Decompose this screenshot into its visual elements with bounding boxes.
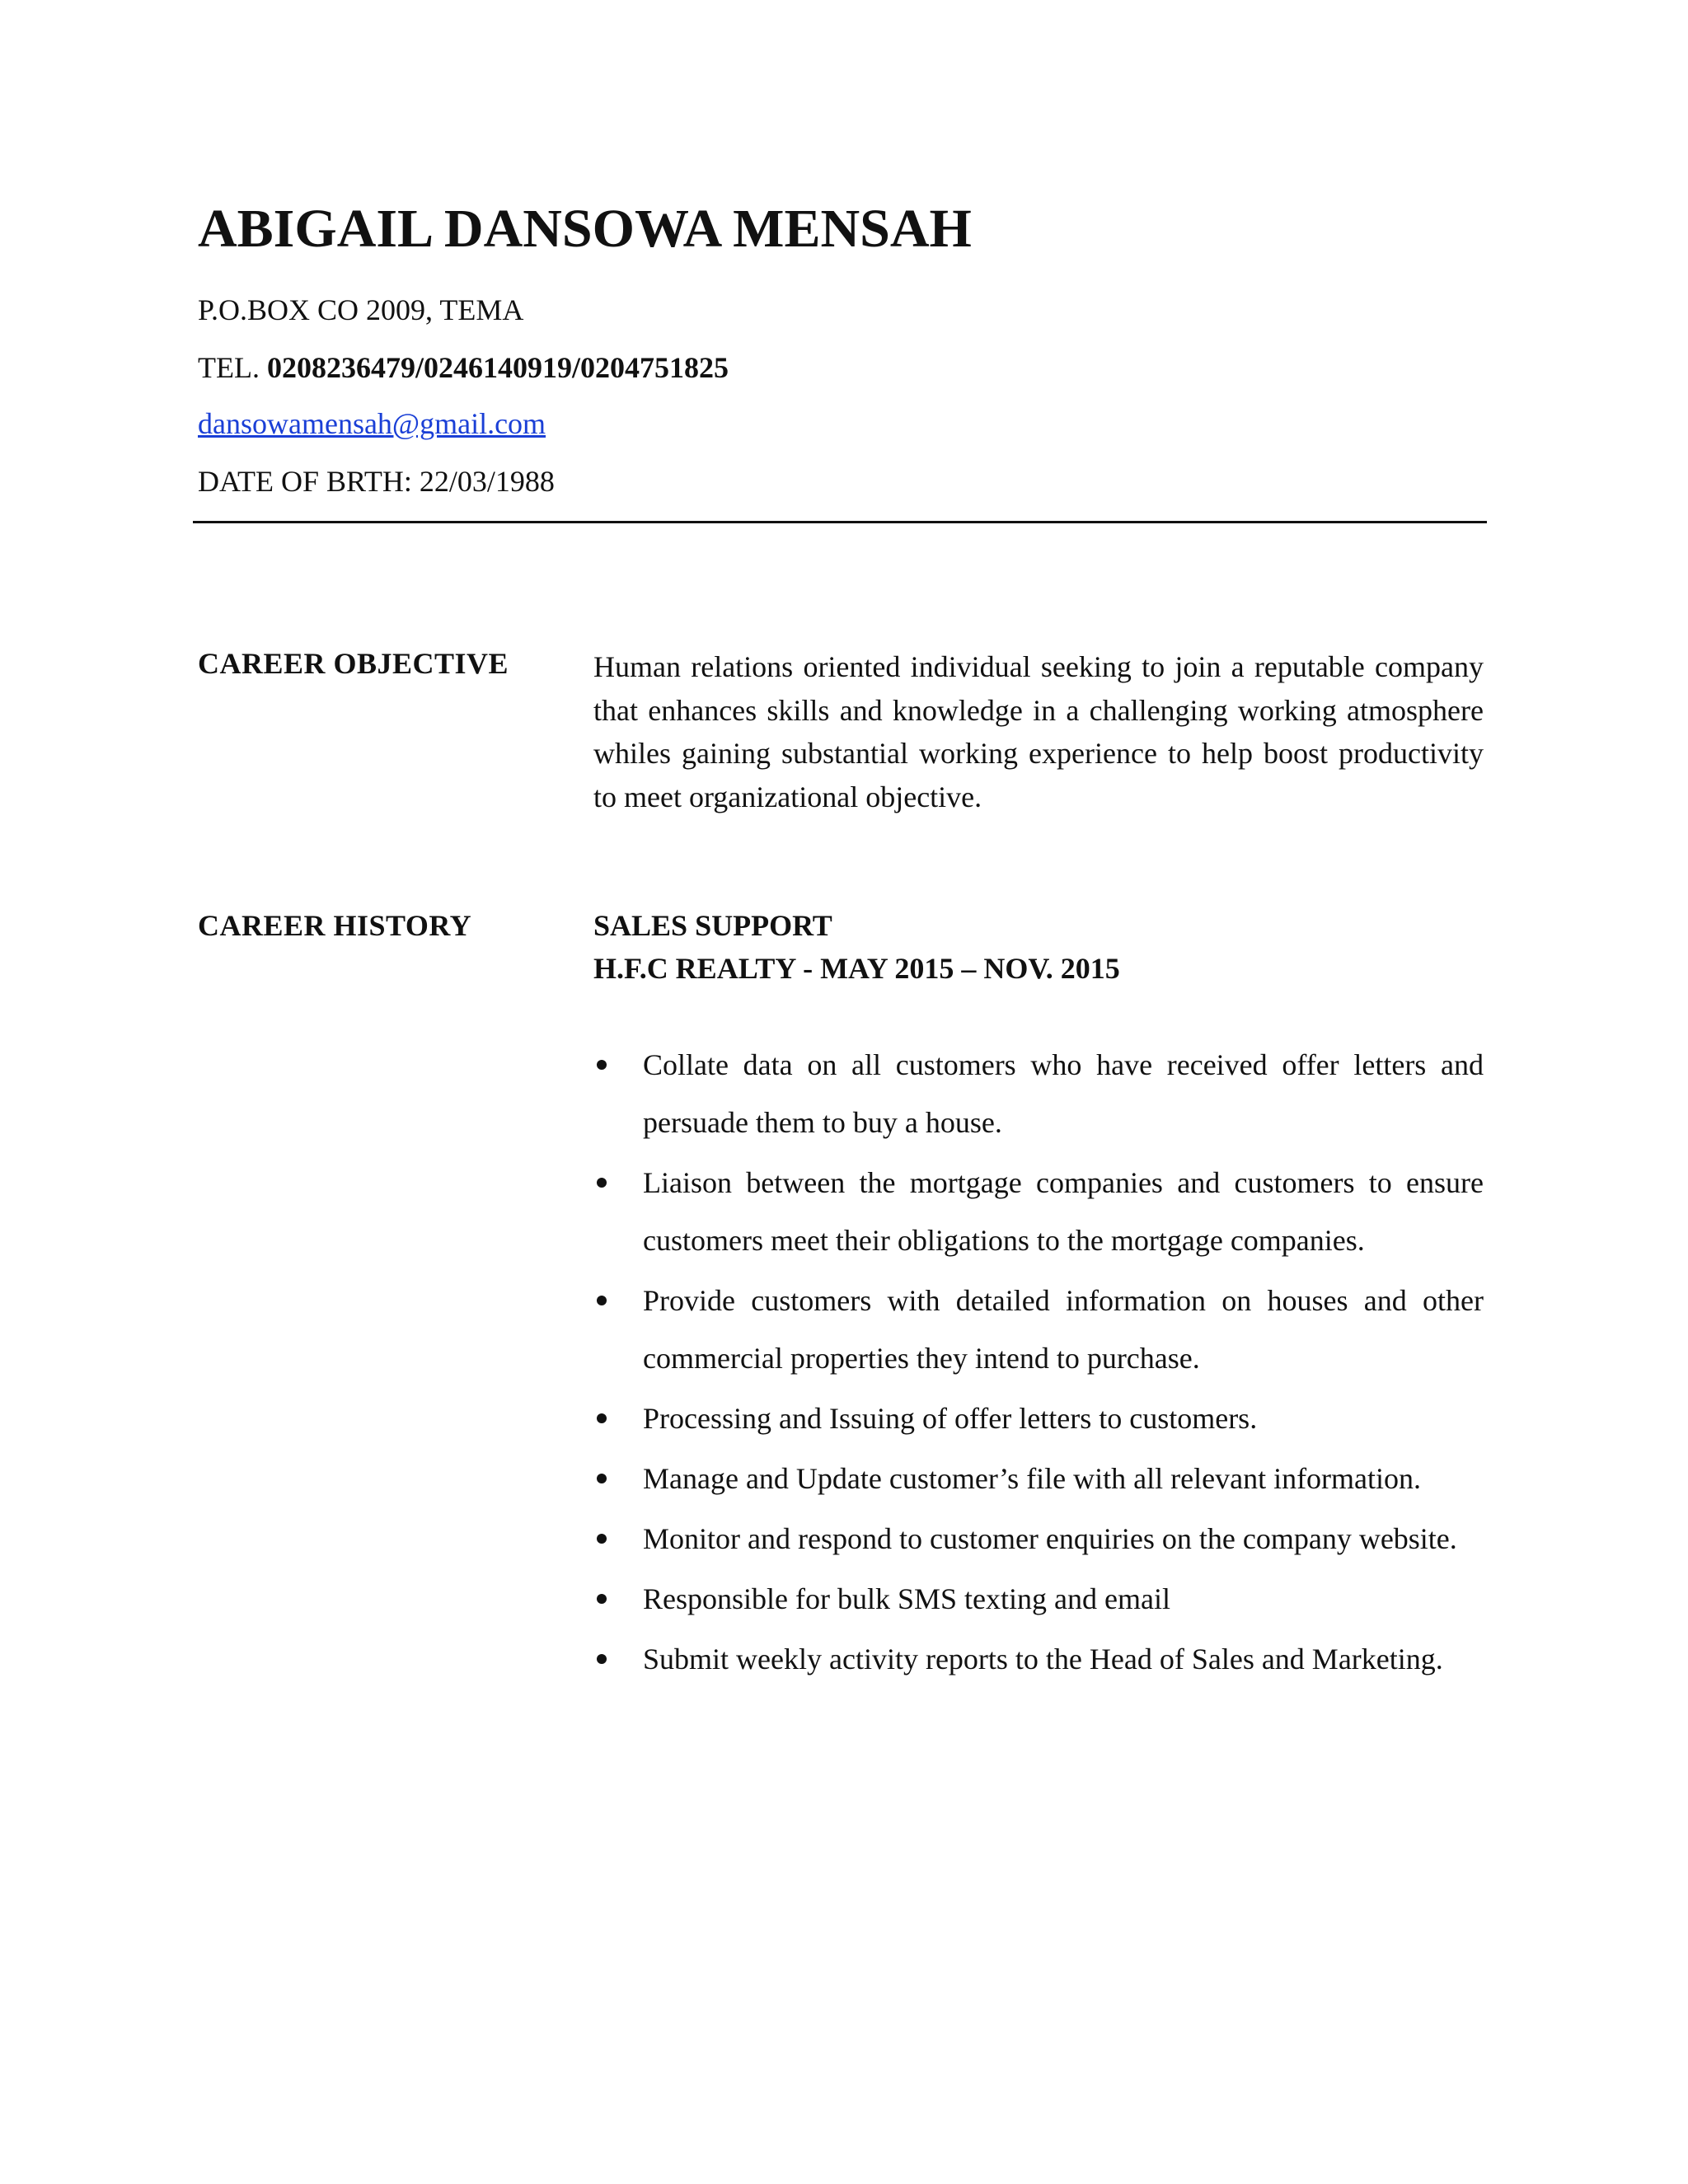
bullet-icon [597, 1178, 607, 1188]
telephone-line [198, 349, 729, 386]
bullet-icon [597, 1413, 607, 1423]
list-item [593, 1154, 1484, 1269]
address: P.O.BOX CO 2009, TEMA [198, 293, 524, 326]
list-item [593, 1450, 1484, 1507]
date-of-birth-label: DATE OF BRTH: [198, 465, 412, 498]
email-line [198, 405, 546, 442]
duty-text: Monitor and respond to customer enquiries on the company website. [643, 1522, 1457, 1555]
job-title: SALES SUPPORT [593, 909, 832, 942]
duty-text: Liaison between the mortgage companies and customers to ensure customers meet their obligations to the mortgage companies. [643, 1166, 1484, 1257]
duty-text: Provide customers with detailed information on houses and other commercial properties they intend to purchase. [643, 1284, 1484, 1375]
duty-text: Manage and Update customer’s file with all relevant information. [643, 1462, 1422, 1495]
duty-text: Responsible for bulk SMS texting and email [643, 1582, 1170, 1615]
date-of-birth-value: 22/03/1988 [419, 465, 555, 498]
bullet-icon [597, 1296, 607, 1305]
duty-text: Processing and Issuing of offer letters to customers. [643, 1402, 1258, 1435]
list-item [593, 1510, 1484, 1568]
list-item [593, 1630, 1484, 1688]
list-item [593, 1390, 1484, 1447]
duty-text: Submit weekly activity reports to the Head of Sales and Marketing. [643, 1643, 1443, 1675]
telephone-numbers: 0208236479/0246140919/0204751825 [266, 351, 729, 384]
header-divider [193, 521, 1487, 523]
email-link[interactable]: dansowamensah@gmail.com [198, 407, 546, 440]
bullet-icon [597, 1534, 607, 1544]
list-item [593, 1272, 1484, 1387]
list-item [593, 1036, 1484, 1151]
duties-list [593, 1036, 1484, 1690]
duty-text: Collate data on all customers who have received offer letters and persuade them to buy a house. [643, 1048, 1484, 1139]
applicant-name: ABIGAIL DANSOWA MENSAH [198, 199, 972, 259]
list-item [593, 1570, 1484, 1628]
career-objective-text: Human relations oriented individual seeking to join a reputable company that enhances skills and knowledge in a challenging working atmosphere whiles gaining substantial working experience to help boost productivity to meet organizational objective. [593, 650, 1484, 813]
bullet-icon [597, 1060, 607, 1070]
career-history-heading: CAREER HISTORY [198, 909, 472, 942]
telephone-label: TEL. [198, 351, 260, 384]
career-objective-heading: CAREER OBJECTIVE [198, 647, 509, 680]
date-of-birth-line [198, 463, 555, 499]
bullet-icon [597, 1594, 607, 1604]
job-company-period: H.F.C REALTY - MAY 2015 – NOV. 2015 [593, 952, 1120, 985]
bullet-icon [597, 1474, 607, 1483]
bullet-icon [597, 1654, 607, 1664]
